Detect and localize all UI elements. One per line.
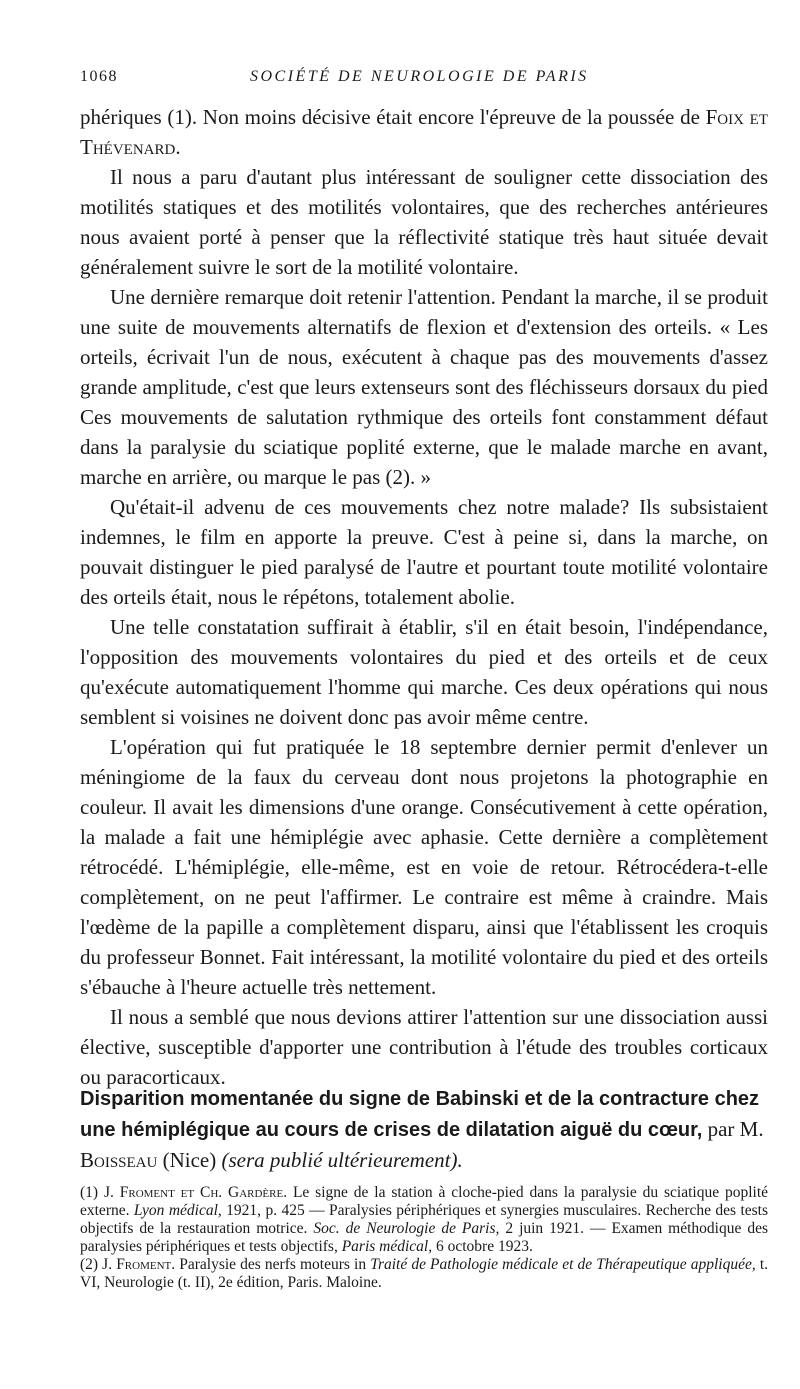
footnote-1-authors: Froment et Ch. Gardère: [119, 1184, 284, 1201]
paragraph-2: Il nous a paru d'autant plus intéressant de souligner cette dissociation des motilités statiques et des motilités volontaires, que des recherches antérieures nous avaient porté à penser que la réflectivité statique très haut située devait généralement suivre le sort de la motilité volontaire.: [80, 165, 768, 279]
paragraph-1-end: .: [175, 135, 181, 159]
footnote-1-journal: Soc. de Neurologie de Paris,: [313, 1220, 500, 1237]
footnote-1-journal: Paris médical,: [341, 1238, 433, 1255]
byline-prefix: par M.: [702, 1117, 764, 1141]
footnote-1-part: . Le signe de la station à cloche-pied dans la paralysie du sciatique poplité externe.: [80, 1184, 769, 1219]
footnote-2-author: Froment: [116, 1256, 172, 1273]
author-name: Boisseau: [80, 1148, 158, 1172]
page-number: 1068: [80, 68, 118, 85]
paragraph-1-text: phériques (1). Non moins décisive était encore l'épreuve de la poussée de: [80, 105, 706, 129]
footnotes: [80, 1184, 768, 1292]
footnote-1-part: (1) J.: [80, 1184, 120, 1201]
footnote-2-part: . Paralysie des nerfs moteurs in: [171, 1256, 371, 1273]
body-text: [80, 102, 768, 1092]
footnote-1-journal: Lyon médical,: [133, 1202, 222, 1219]
paragraph-5: Une telle constatation suffirait à établir, s'il en était besoin, l'indépendance, l'opposition des mouvements volontaires du pied et des orteils et de ceux qu'exécute automatiquement l'homme qui marche. Ces deux opérations qui nous semblent si voisines ne doivent donc pas avoir même centre.: [80, 615, 768, 729]
paragraph-3: Une dernière remarque doit retenir l'attention. Pendant la marche, il se produit une suite de mouvements alternatifs de flexion et d'extension des orteils. « Les orteils, écrivait l'un de nous, exécutent à chaque pas des mouvements d'assez grande amplitude, c'est que leurs extenseurs sont des fléchisseurs dorsaux du pied Ces mouvements de salutation rythmique des orteils font constamment défaut dans la paralysie du sciatique poplité externe, que le malade marche en avant, marche en arrière, ou marque le pas (2). »: [80, 285, 768, 489]
authors-foix-thevenard: Foix et Thévenard: [80, 105, 768, 159]
footnote-1-part: 2 juin 1921. — Examen méthodique des paralysies périphériques et tests objectifs,: [80, 1220, 768, 1255]
paragraph-1: [80, 102, 768, 162]
footnote-2-book: Traité de Pathologie médicale et de Thérapeutique appliquée,: [370, 1256, 756, 1273]
byline-suffix: (Nice): [157, 1148, 222, 1172]
footnote-1-part: 6 octobre 1923.: [432, 1238, 533, 1255]
publication-note: (sera publié ultérieurement).: [221, 1148, 463, 1172]
page-header: [80, 68, 780, 90]
footnote-1-part: 1921, p. 425 — Paralysies périphériques et synergies musculaires. Recherche des tests objectifs de la restauration motrice.: [80, 1202, 769, 1237]
communication-title-text: Disparition momentanée du signe de Babinski et de la contracture chez une hémiplégique au cours de crises de dilatation aiguë du cœur,: [80, 1088, 760, 1141]
paragraph-7: Il nous a semblé que nous devions attirer l'attention sur une dissociation aussi élective, susceptible d'apporter une contribution à l'étude des troubles corticaux ou paracorticaux.: [80, 1005, 768, 1089]
paragraph-6: L'opération qui fut pratiquée le 18 septembre dernier permit d'enlever un méningiome de la faux du cerveau dont nous projetons la photographie en couleur. Il avait les dimensions d'une orange. Consécutivement à cette opération, la malade a fait une hémiplégie avec aphasie. Cette dernière a complètement rétrocédé. L'hémiplégie, elle-même, est en voie de retour. Rétrocédera-t-elle complètement, on ne peut l'affirmer. Le contraire est même à craindre. Mais l'œdème de la papille a complètement disparu, ainsi que l'établissent les croquis du professeur Bonnet. Fait intéressant, la motilité volontaire du pied et des orteils s'ébauche à l'heure actuelle très nettement.: [80, 735, 768, 999]
footnote-2-part: (2) J.: [80, 1256, 117, 1273]
footnote-2: [80, 1256, 768, 1292]
running-title: SOCIÉTÉ DE NEUROLOGIE DE PARIS: [250, 68, 589, 85]
footnote-1: [80, 1184, 768, 1256]
footnote-2-part: t. VI, Neurologie (t. II), 2e édition, Paris. Maloine.: [80, 1256, 768, 1291]
communication-title: [80, 1084, 768, 1176]
paragraph-4: Qu'était-il advenu de ces mouvements chez notre malade? Ils subsistaient indemnes, le film en apporte la preuve. C'est à peine si, dans la marche, on pouvait distinguer le pied paralysé de l'autre et pourtant toute motilité volontaire des orteils était, nous le répétons, totalement abolie.: [80, 495, 768, 609]
